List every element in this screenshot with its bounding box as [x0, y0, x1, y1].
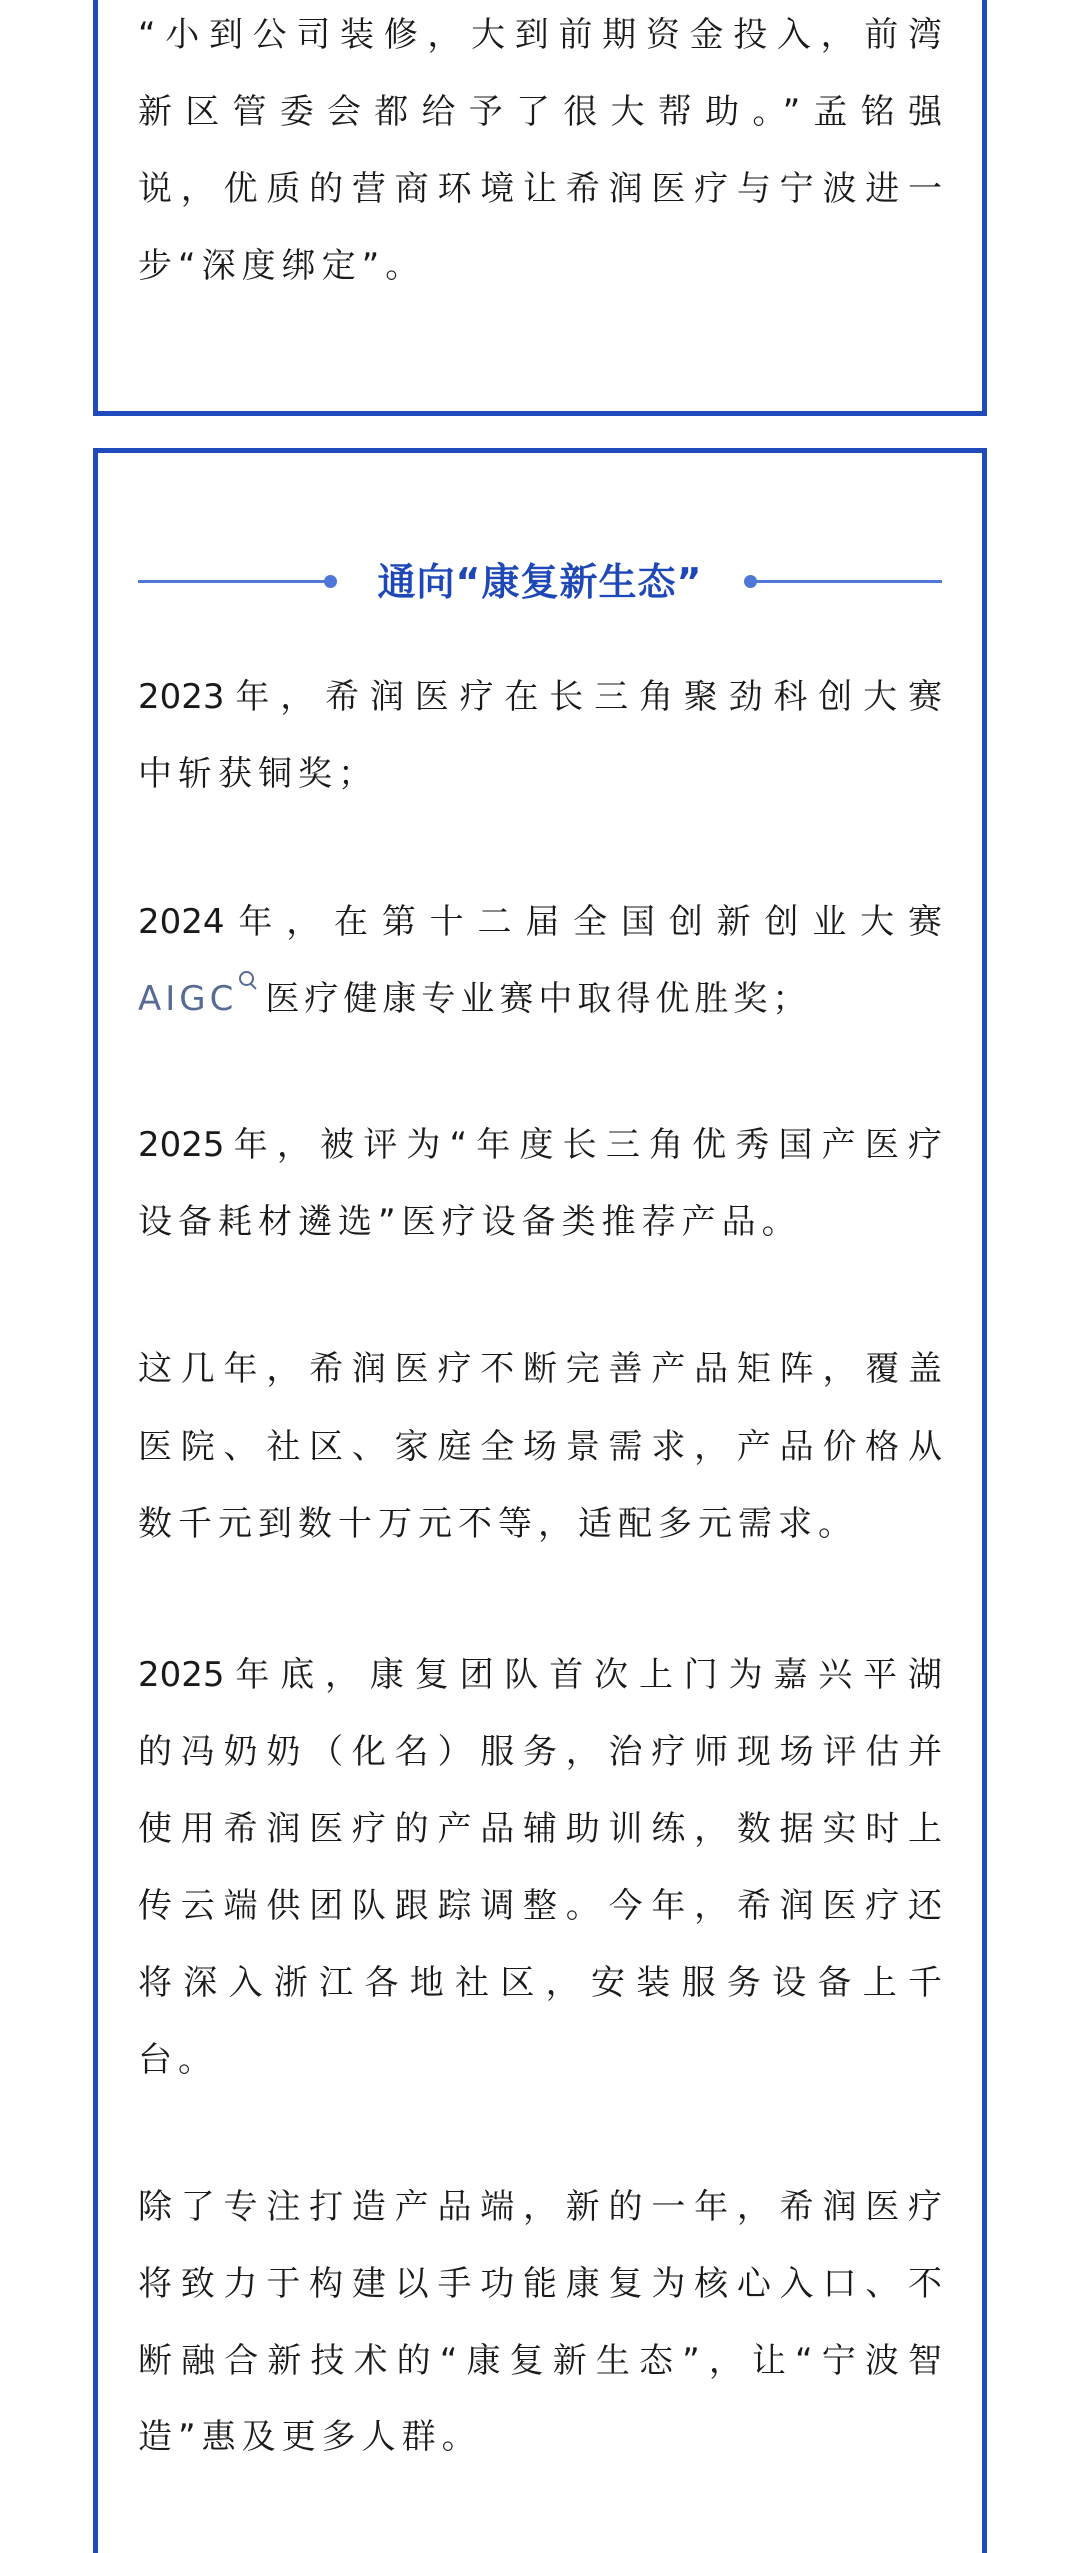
paragraph-line: 将深入浙江各地社区，安装服务设备上千 [138, 1963, 942, 2003]
paragraph-line: 设备耗材遴选”医疗设备类推荐产品。 [138, 1202, 802, 1242]
paragraph-line: 2025年，被评为“年度长三角优秀国产医疗 [138, 1125, 942, 1165]
paragraph-line: 的冯奶奶（化名）服务，治疗师现场评估并 [138, 1732, 942, 1772]
paragraph-line: “小到公司装修，大到前期资金投入，前湾 [138, 15, 942, 55]
paragraph-line: 步“深度绑定”。 [138, 246, 426, 286]
paragraph-text: 医疗健康专业赛中取得优胜奖； [265, 979, 812, 1019]
paragraph-line: 台。 [138, 2040, 218, 2080]
paragraph-line: 2025年底，康复团队首次上门为嘉兴平湖 [138, 1655, 942, 1695]
paragraph-line [138, 961, 942, 1038]
paragraph-line: 使用希润医疗的产品辅助训练，数据实时上 [138, 1809, 942, 1849]
paragraph-line: 医院、社区、家庭全场景需求，产品价格从 [138, 1427, 942, 1467]
paragraph-line: 说，优质的营商环境让希润医疗与宁波进一 [138, 169, 942, 209]
heading-divider-left [138, 580, 330, 583]
heading-dot-left-icon [324, 575, 337, 588]
heading-divider-right [750, 580, 942, 583]
paragraph-line: 新区管委会都给予了很大帮助。”孟铭强 [138, 92, 942, 132]
section-heading [138, 560, 942, 604]
paragraph-line: 中斩获铜奖； [138, 754, 378, 794]
paragraph-line: 将致力于构建以手功能康复为核心入口、不 [138, 2264, 942, 2304]
paragraph-line: 除了专注打造产品端，新的一年，希润医疗 [138, 2187, 942, 2227]
paragraph-line: 传云端供团队跟踪调整。今年，希润医疗还 [138, 1886, 942, 1926]
section-title: 通向“康复新生态” [377, 560, 703, 604]
paragraph-line: 数千元到数十万元不等，适配多元需求。 [138, 1504, 858, 1544]
paragraph-line: 这几年，希润医疗不断完善产品矩阵，覆盖 [138, 1349, 942, 1389]
paragraph-line: 2023年，希润医疗在长三角聚劲科创大赛 [138, 677, 942, 717]
paragraph-line: 2024年，在第十二届全国创新创业大赛 [138, 902, 942, 942]
paragraph-line: 断融合新技术的“康复新生态”，让“宁波智 [138, 2341, 942, 2381]
paragraph-line: 造”惠及更多人群。 [138, 2417, 482, 2457]
aigc-link[interactable]: AIGC [138, 979, 238, 1019]
search-icon[interactable] [237, 969, 259, 991]
